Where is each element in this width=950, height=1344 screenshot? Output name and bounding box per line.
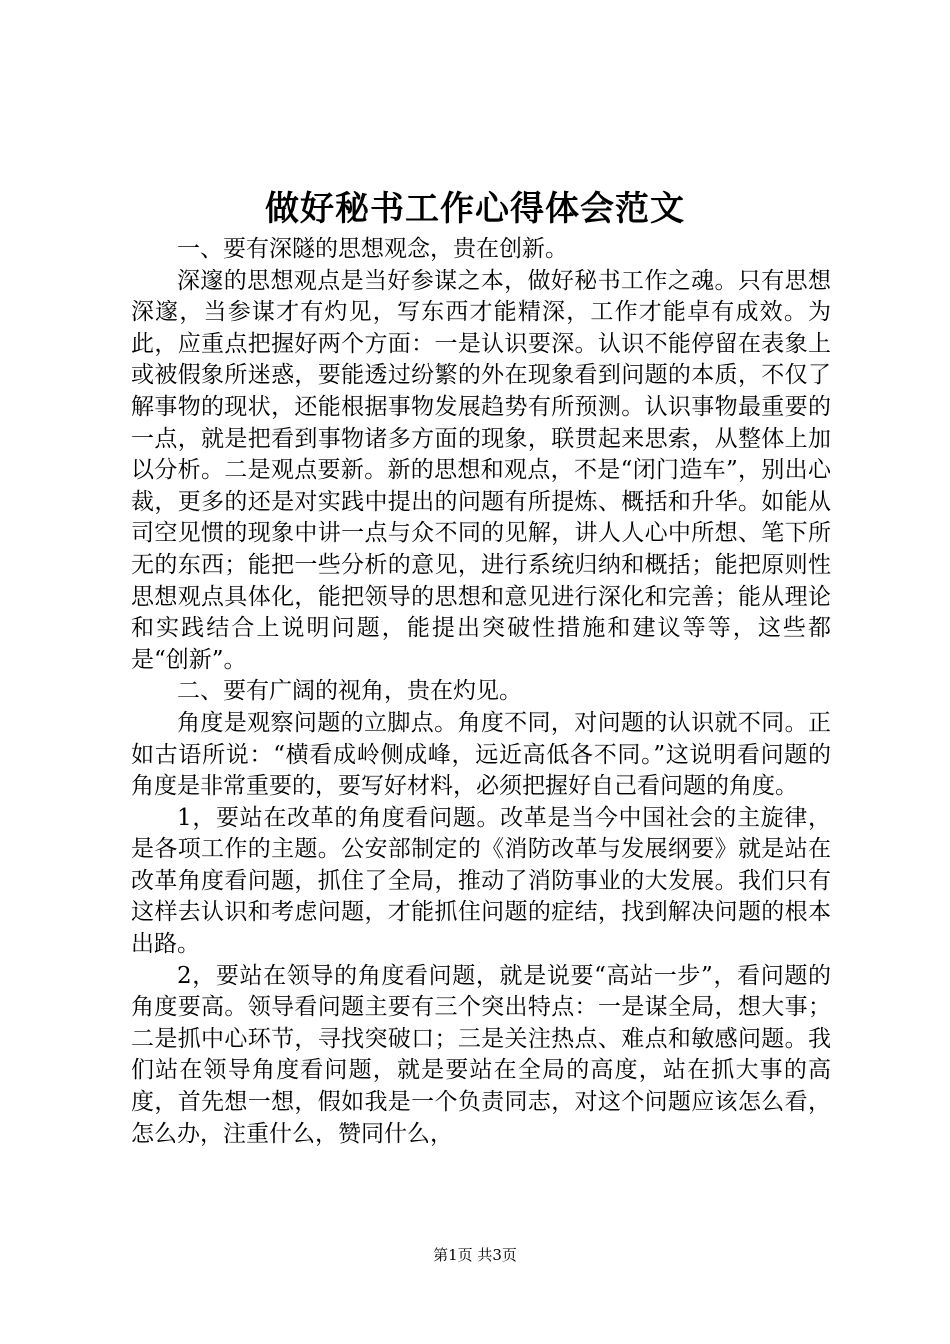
page-footer: 第1页 共3页 (433, 1246, 517, 1264)
body-paragraph: 角度是观察问题的立脚点。角度不同，对问题的认识就不同。正如古语所说：“横看成岭侧成峰，远近高低各不同。”这说明看问题的角度是非常重要的，要写好材料，必须把握好自己看问题的角度。 (131, 709, 831, 800)
body-paragraph: 2，要站在领导的角度看问题，就是说要“高站一步”，看问题的角度要高。领导看问题主要有三个突出特点：一是谋全局，想大事；二是抓中心环节，寻找突破口；三是关注热点、难点和敏感问题。我们站在领导角度看问题，就是要站在全局的高度，站在抓大事的高度，首先想一想，假如我是一个负责同志，对这个问题应该怎么看，怎么办，注重什么，赞同什么， (131, 962, 831, 1147)
document-title: 做好秘书工作心得体会范文 (265, 189, 685, 229)
body-paragraph: 深邃的思想观点是当好参谋之本，做好秘书工作之魂。只有思想深邃，当参谋才有灼见，写东西才能精深，工作才能卓有成效。为此，应重点把握好两个方面：一是认识要深。认识不能停留在表象上或被假象所迷惑，要能透过纷繁的外在现象看到问题的本质，不仅了解事物的现状，还能根据事物发展趋势有所预测。认识事物最重要的一点，就是把看到事物诸多方面的现象，联贯起来思索，从整体上加以分析。二是观点要新。新的思想和观点，不是“闭门造车”，别出心裁，更多的还是对实践中提出的问题有所提炼、概括和升华。如能从司空见惯的现象中讲一点与众不同的见解，讲人人心中所想、笔下所无的东西；能把一些分析的意见，进行系统归纳和概括；能把原则性思想观点具体化，能把领导的思想和意见进行深化和完善；能从理论和实践结合上说明问题，能提出突破性措施和建议等等，这些都是“创新”。 (131, 267, 831, 673)
section-heading-1: 一、要有深隧的思想观念，贵在创新。 (177, 236, 568, 262)
document-body (131, 234, 831, 1150)
section-heading-2: 二、要有广阔的视角，贵在灼见。 (177, 678, 522, 705)
body-paragraph: 1，要站在改革的角度看问题。改革是当今中国社会的主旋律，是各项工作的主题。公安部制定的《消防改革与发展纲要》就是站在改革角度看问题，抓住了全局，推动了消防事业的大发展。我们只有这样去认识和考虑问题，才能抓住问题的症结，找到解决问题的根本出路。 (131, 804, 831, 958)
